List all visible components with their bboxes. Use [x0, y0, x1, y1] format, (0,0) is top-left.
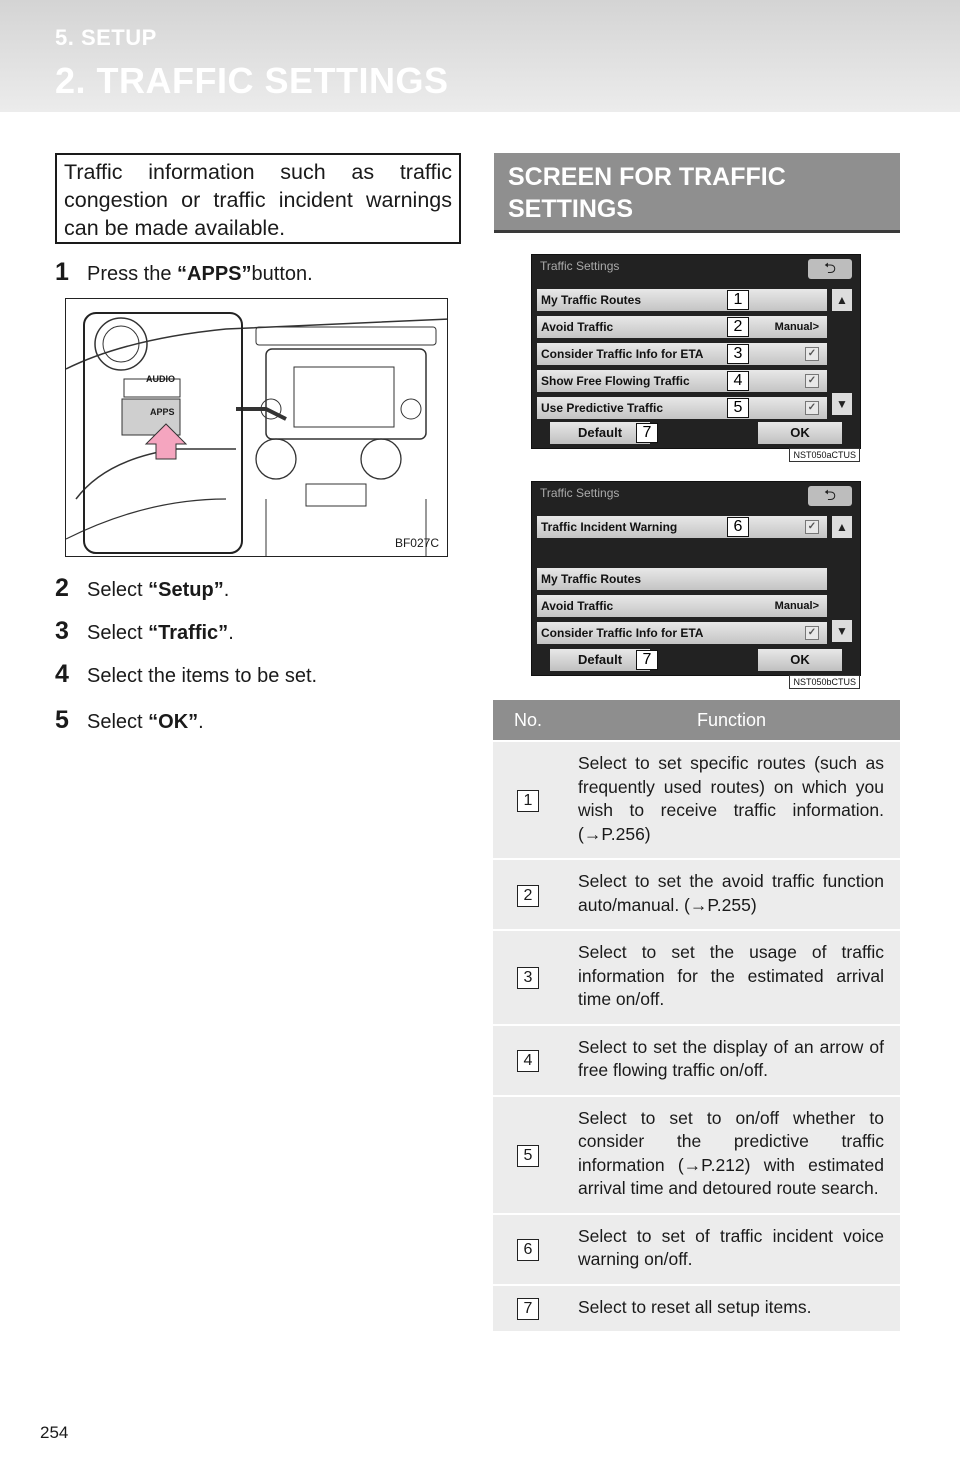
row-traffic-incident-warning[interactable]	[537, 516, 827, 538]
step-bold: “Traffic”	[148, 622, 229, 644]
figure-code: BF027C	[394, 536, 439, 550]
row-number-cell	[493, 741, 563, 859]
step-number: 1	[55, 258, 69, 286]
ok-button[interactable]: OK	[758, 649, 842, 671]
row-my-traffic-routes[interactable]	[537, 289, 827, 311]
step-bold: “OK”	[148, 711, 199, 733]
callout-number: 4	[727, 371, 749, 391]
step-text-post: .	[223, 579, 230, 601]
table-row	[493, 1096, 900, 1214]
step-5	[55, 706, 204, 735]
callout-number: 3	[727, 344, 749, 364]
step-text-pre: Select	[87, 579, 143, 601]
back-button[interactable]: ⮌	[808, 486, 852, 506]
step-bold: “APPS”	[177, 263, 252, 285]
row-function: Select to set specific routes (such as frequently used routes) on which you wish to receive traffic information. (→P.256)	[563, 741, 900, 859]
row-number-cell	[493, 930, 563, 1025]
row-function: Select to set of traffic incident voice warning on/off.	[563, 1214, 900, 1285]
callout-number: 7	[636, 650, 658, 670]
callout-number: 7	[636, 423, 658, 443]
checkbox[interactable]: ✓	[805, 374, 819, 388]
step-text-post: .	[198, 711, 204, 733]
callout-number: 1	[727, 290, 749, 310]
callout-number: 2	[727, 317, 749, 337]
row-function: Select to set to on/off whether to consider the predictive traffic information (→P.212) with estimated arrival time and detoured route search.	[563, 1096, 900, 1214]
row-number: 4	[517, 1050, 539, 1072]
checkbox[interactable]: ✓	[805, 347, 819, 361]
page-title: 2. TRAFFIC SETTINGS	[55, 60, 449, 101]
table-row	[493, 1214, 900, 1285]
row-function: Select to reset all setup items.	[563, 1285, 900, 1332]
step-text-post: .	[228, 622, 234, 644]
row-avoid-traffic[interactable]	[537, 595, 827, 617]
function-table	[493, 700, 900, 1331]
table-row	[493, 930, 900, 1025]
step-1	[55, 258, 313, 287]
step-3	[55, 617, 234, 646]
step-number: 2	[55, 574, 69, 602]
intro-box: Traffic information such as traffic congestion or traffic incident warnings can be made available.	[55, 153, 461, 244]
row-show-free-flowing[interactable]	[537, 370, 827, 392]
row-consider-traffic-eta[interactable]	[537, 343, 827, 365]
row-label: Consider Traffic Info for ETA	[541, 626, 704, 640]
row-label: Show Free Flowing Traffic	[541, 374, 690, 388]
table-row	[493, 1025, 900, 1096]
step-text-pre: Select the items to be set.	[87, 665, 318, 687]
column-header-no: No.	[493, 700, 563, 741]
step-4	[55, 660, 317, 689]
checkbox[interactable]: ✓	[805, 626, 819, 640]
row-function: Select to set the usage of traffic information for the estimated arrival time on/off.	[563, 930, 900, 1025]
checkbox[interactable]: ✓	[805, 401, 819, 415]
row-number: 3	[517, 967, 539, 989]
step-number: 5	[55, 706, 69, 734]
row-number-cell	[493, 1214, 563, 1285]
row-value: Manual>	[774, 321, 819, 333]
row-label: Traffic Incident Warning	[541, 520, 678, 534]
page-header	[0, 0, 960, 112]
dashboard-illustration	[65, 298, 448, 557]
default-button[interactable]: Default	[550, 649, 650, 671]
audio-button-label: AUDIO	[146, 374, 175, 384]
apps-button-label: APPS	[150, 407, 175, 417]
step-number: 4	[55, 660, 69, 688]
row-label: My Traffic Routes	[541, 293, 642, 307]
row-consider-traffic-eta[interactable]	[537, 622, 827, 644]
row-label: Avoid Traffic	[541, 320, 614, 334]
scroll-down-icon[interactable]: ▼	[832, 620, 852, 642]
checkbox[interactable]: ✓	[805, 520, 819, 534]
screen-title: Traffic Settings	[540, 486, 620, 500]
scroll-up-icon[interactable]: ▲	[832, 289, 852, 311]
back-button[interactable]: ⮌	[808, 259, 852, 279]
table-header-row	[493, 700, 900, 741]
scroll-up-icon[interactable]: ▲	[832, 516, 852, 538]
screen-title: Traffic Settings	[540, 259, 620, 273]
row-value: Manual>	[774, 600, 819, 612]
row-function: Select to set the display of an arrow of free flowing traffic on/off.	[563, 1025, 900, 1096]
row-label: Use Predictive Traffic	[541, 401, 664, 415]
row-number: 6	[517, 1239, 539, 1261]
row-number: 5	[517, 1145, 539, 1167]
step-text-pre: Select	[87, 622, 143, 644]
step-number: 3	[55, 617, 69, 645]
section-heading: SCREEN FOR TRAFFIC SETTINGS	[494, 153, 900, 233]
screen-code: NST050bCTUS	[789, 675, 860, 689]
row-number-cell	[493, 859, 563, 930]
callout-number: 5	[727, 398, 749, 418]
section-label: 5. SETUP	[55, 25, 157, 50]
page-number: 254	[40, 1423, 69, 1442]
row-function: Select to set the avoid traffic function auto/manual. (→P.255)	[563, 859, 900, 930]
row-use-predictive[interactable]	[537, 397, 827, 419]
row-number-cell	[493, 1285, 563, 1332]
traffic-settings-screen-1	[531, 254, 861, 460]
step-bold: “Setup”	[148, 579, 224, 601]
step-text-pre: Select	[87, 711, 143, 733]
row-label: Consider Traffic Info for ETA	[541, 347, 704, 361]
row-number: 1	[517, 790, 539, 812]
step-text-pre: Press the	[87, 263, 172, 285]
table-row	[493, 859, 900, 930]
row-number: 7	[517, 1298, 539, 1320]
table-row	[493, 741, 900, 859]
row-label: My Traffic Routes	[541, 572, 642, 586]
column-header-function: Function	[563, 700, 900, 741]
dashboard-drawing	[66, 299, 448, 557]
callout-number: 6	[727, 517, 749, 537]
ok-button[interactable]: OK	[758, 422, 842, 444]
traffic-settings-screen-2	[531, 481, 861, 687]
screen-code: NST050aCTUS	[789, 448, 860, 462]
row-avoid-traffic[interactable]	[537, 316, 827, 338]
row-number-cell	[493, 1096, 563, 1214]
row-number-cell	[493, 1025, 563, 1096]
step-text-post: button.	[251, 263, 313, 285]
row-label: Avoid Traffic	[541, 599, 614, 613]
default-button[interactable]: Default	[550, 422, 650, 444]
table-row	[493, 1285, 900, 1332]
row-my-traffic-routes[interactable]	[537, 568, 827, 590]
step-2	[55, 574, 229, 603]
scroll-down-icon[interactable]: ▼	[832, 393, 852, 415]
row-number: 2	[517, 885, 539, 907]
